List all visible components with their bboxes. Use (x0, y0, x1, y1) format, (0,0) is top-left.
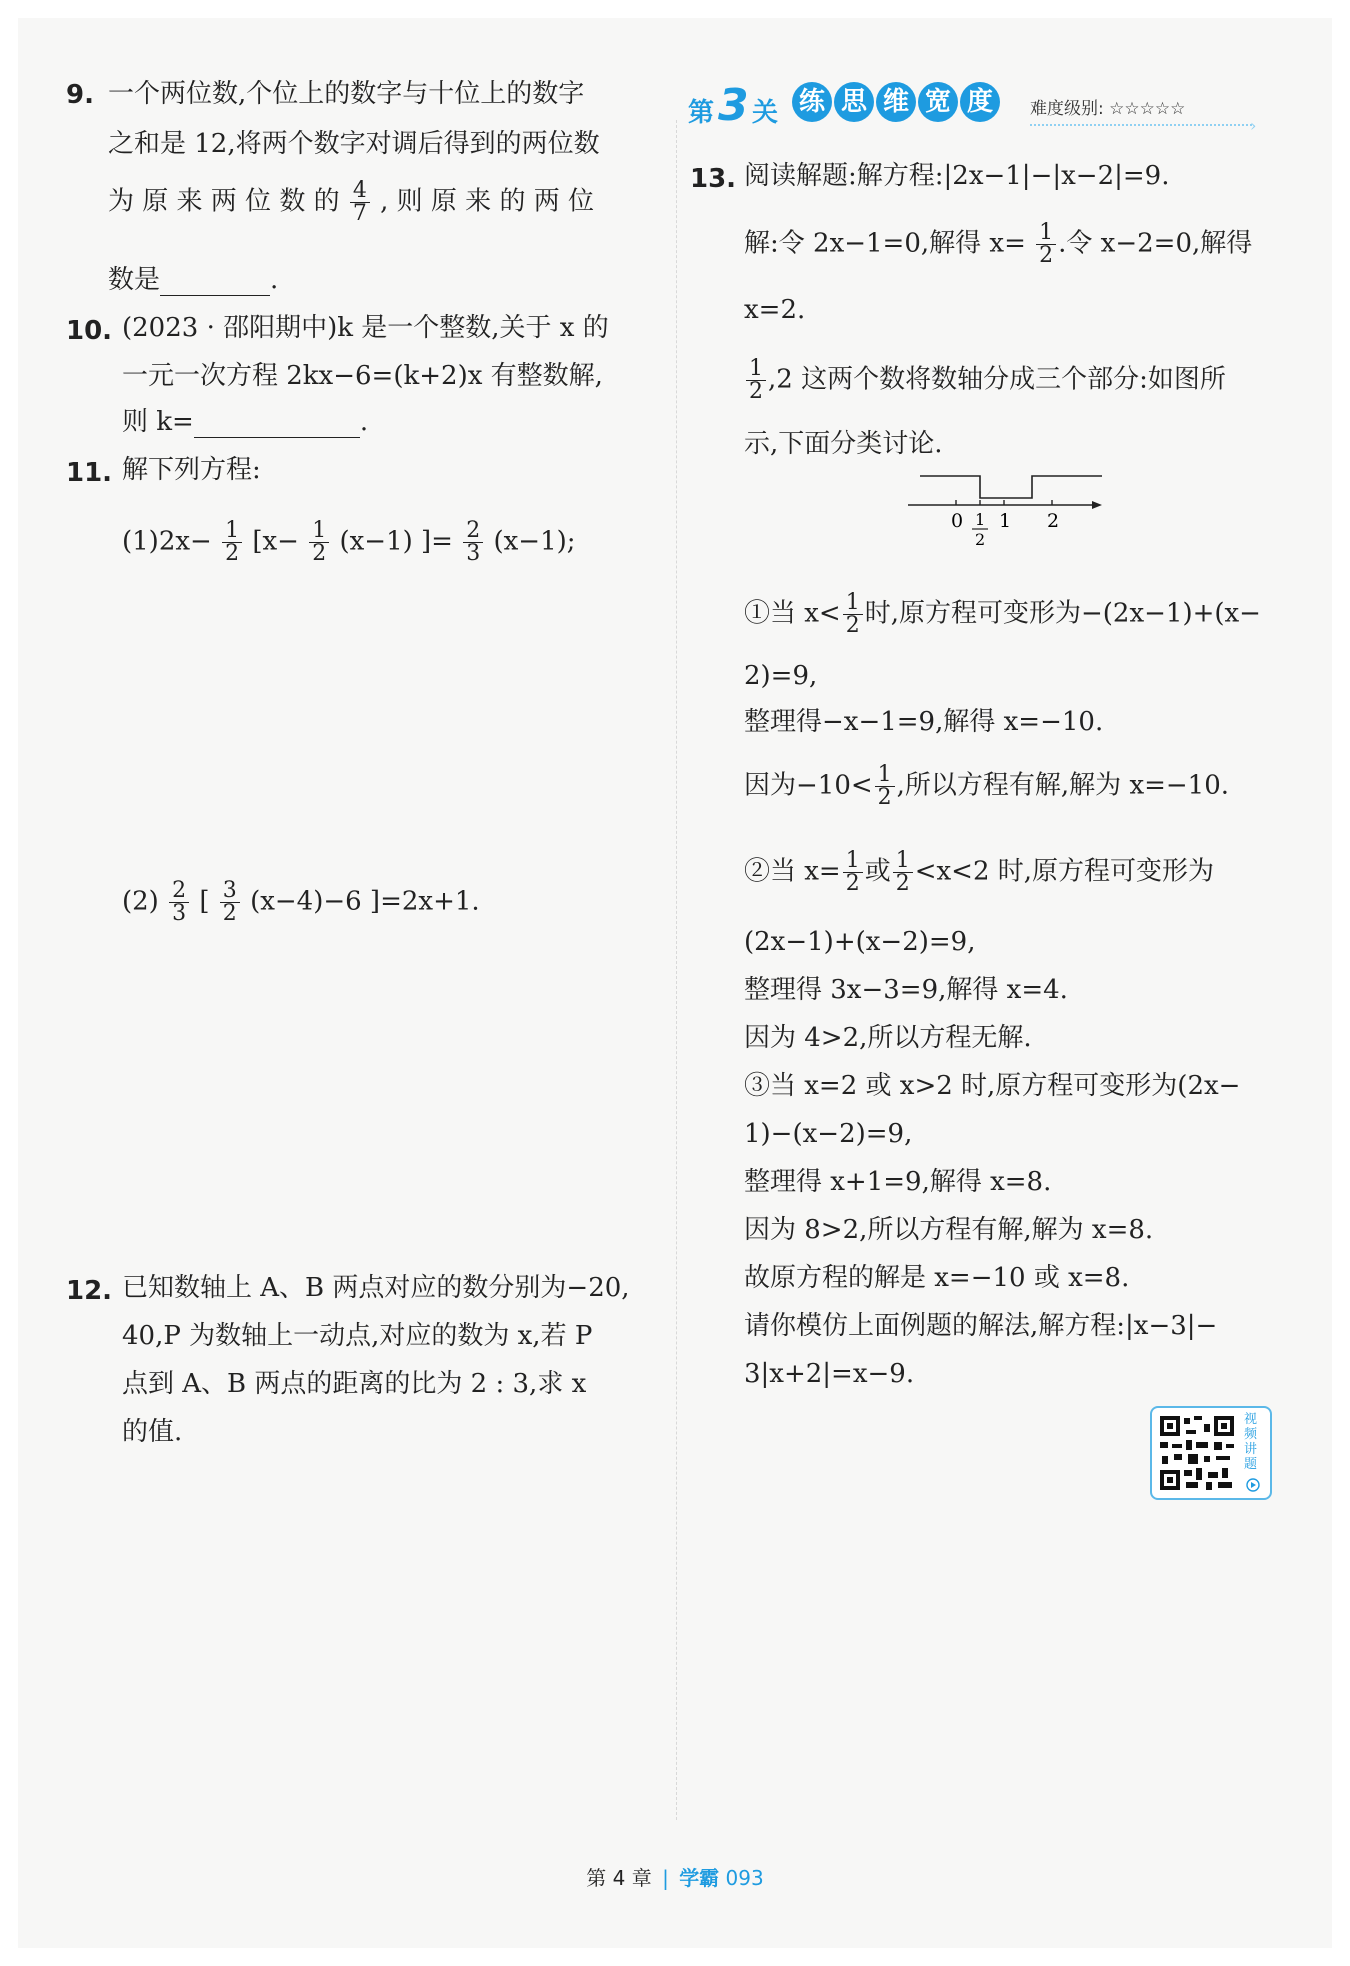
fraction: $\frac{1}{2}$ (746, 358, 766, 403)
answer-blank[interactable] (194, 411, 360, 438)
solution-text: (2x−1)+(x−2)=9, (744, 927, 976, 957)
answer-blank[interactable] (160, 269, 270, 296)
fraction: $\frac{2}{3}$ (463, 520, 483, 565)
brand-label: 学霸 (679, 1866, 720, 1890)
question-text: , 则 原 来 的 两 位 (380, 186, 594, 217)
answer-line: 则 k= . (122, 407, 369, 437)
footer-separator: | (662, 1866, 669, 1890)
question-number: 12. (66, 1276, 113, 1306)
solution-text: 故原方程的解是 x=−10 或 x=8. (744, 1263, 1130, 1293)
question-text: 已知数轴上 A、B 两点对应的数分别为−20, (122, 1273, 630, 1303)
fraction: $\frac{1}{2}$ (843, 592, 863, 637)
play-icon[interactable] (1246, 1478, 1260, 1492)
question-number: 11. (66, 458, 113, 488)
banner-prefix: 第 (688, 98, 715, 128)
question-text: 40,P 为数轴上一动点,对应的数为 x,若 P (122, 1321, 593, 1351)
tick-label: 2 (1047, 510, 1060, 532)
question-text: 阅读解题:解方程:|2x−1|−|x−2|=9. (744, 161, 1170, 191)
region-bracket (920, 476, 1102, 498)
question-text: 点到 A、B 两点的距离的比为 2 : 3,求 x (122, 1369, 587, 1399)
task-text: 3|x+2|=x−9. (744, 1359, 915, 1389)
fraction: $\frac{1}{2}$ (1036, 222, 1056, 267)
solution-line: 因为−10< $\frac{1}{2}$ ,所以方程有解,解为 x=−10. (744, 762, 1230, 810)
question-text: 则 k= (122, 407, 194, 437)
arrow-icon: › (1250, 116, 1257, 135)
banner-char: 思 (834, 82, 874, 122)
fraction: $\frac{3}{2}$ (220, 880, 240, 925)
question-number: 10. (66, 316, 113, 346)
page-number: 093 (725, 1866, 764, 1890)
question-text-line (108, 180, 594, 225)
question-text: (2023 · 邵阳期中)k 是一个整数,关于 x 的 (122, 313, 609, 343)
number-line-figure (900, 468, 1116, 548)
solution-text: 整理得 x+1=9,解得 x=8. (744, 1167, 1052, 1197)
tick-label: 0 (951, 510, 964, 532)
solution-text: x=2. (744, 295, 806, 325)
case-2-line: ②当 x= $\frac{1}{2}$ 或 $\frac{1}{2}$ <x<2 时,原方程可变形为 (744, 848, 1215, 896)
answer-line: 数是 . (108, 265, 279, 295)
section-banner (688, 80, 1268, 140)
question-text: 数是 (108, 265, 161, 295)
equation-2: (2) $\frac{2}{3}$ [ $\frac{3}{2}$ (x−4)−6 ]=2x+1. (122, 878, 480, 926)
banner-rule (1030, 124, 1252, 126)
banner-char: 练 (792, 82, 832, 122)
question-text: 之和是 12,将两个数字对调后得到的两位数 (108, 129, 600, 159)
solution-line: 解:令 2x−1=0,解得 x= $\frac{1}{2}$ .令 x−2=0,解得 (744, 220, 1253, 268)
fraction: $\frac{1}{2}$ (309, 520, 329, 565)
fraction: $\frac{2}{3}$ (169, 880, 189, 925)
fraction: $\frac{1}{2}$ (875, 764, 895, 809)
column-divider (676, 120, 677, 1820)
solution-text: 2)=9, (744, 661, 818, 691)
solution-text: 示,下面分类讨论. (744, 429, 943, 459)
banner-title (792, 82, 1000, 122)
solution-text: 因为 8>2,所以方程有解,解为 x=8. (744, 1215, 1154, 1245)
banner-char: 维 (876, 82, 916, 122)
fraction: $\frac{4}{7}$ (350, 180, 370, 225)
solution-text: 整理得 3x−3=9,解得 x=4. (744, 975, 1068, 1005)
case-3-line: ③当 x=2 或 x>2 时,原方程可变形为(2x− (744, 1071, 1241, 1101)
fraction: $\frac{1}{2}$ (893, 850, 913, 895)
question-text: 的值. (122, 1417, 183, 1447)
page-background (18, 18, 1332, 1948)
qr-code-icon[interactable] (1158, 1414, 1236, 1492)
axis-arrow-icon (1092, 501, 1102, 509)
solution-text: 整理得−x−1=9,解得 x=−10. (744, 707, 1104, 737)
task-text: 请你模仿上面例题的解法,解方程:|x−3|− (744, 1311, 1218, 1341)
difficulty-label: 难度级别: ☆☆☆☆☆ (1030, 99, 1186, 119)
equation-1: (1)2x− $\frac{1}{2}$ [x− $\frac{1}{2}$ (x−1) ]= $\frac{2}{3}$ (x−1); (122, 518, 576, 566)
question-number: 13. (690, 164, 737, 194)
solution-line: $\frac{1}{2}$ ,2 这两个数将数轴分成三个部分:如图所 (744, 358, 1226, 403)
tick-label: 2 (975, 530, 986, 548)
tick-label: 1 (999, 510, 1012, 532)
page-footer (0, 1862, 1350, 1891)
tick-label: 1 (975, 510, 986, 529)
chapter-label: 第 4 章 (586, 1866, 652, 1890)
fraction: $\frac{1}{2}$ (222, 520, 242, 565)
question-text: 一元一次方程 2kx−6=(k+2)x 有整数解, (122, 361, 603, 391)
solution-text: 1)−(x−2)=9, (744, 1119, 913, 1149)
fraction: $\frac{1}{2}$ (843, 850, 863, 895)
banner-char: 宽 (918, 82, 958, 122)
question-title: 解下列方程: (122, 455, 261, 485)
solution-text: 因为 4>2,所以方程无解. (744, 1023, 1032, 1053)
banner-char: 度 (960, 82, 1000, 122)
banner-number: 3 (718, 80, 749, 131)
question-text: 为 原 来 两 位 数 的 (108, 186, 340, 217)
video-label: 视频讲题 (1244, 1412, 1258, 1472)
case-1-line: ①当 x< $\frac{1}{2}$ 时,原方程可变形为−(2x−1)+(x− (744, 590, 1261, 638)
question-number: 9. (66, 80, 94, 110)
banner-suffix: 关 (752, 98, 779, 128)
question-text: 一个两位数,个位上的数字与十位上的数字 (108, 79, 585, 109)
video-qr-card[interactable] (1150, 1406, 1272, 1500)
